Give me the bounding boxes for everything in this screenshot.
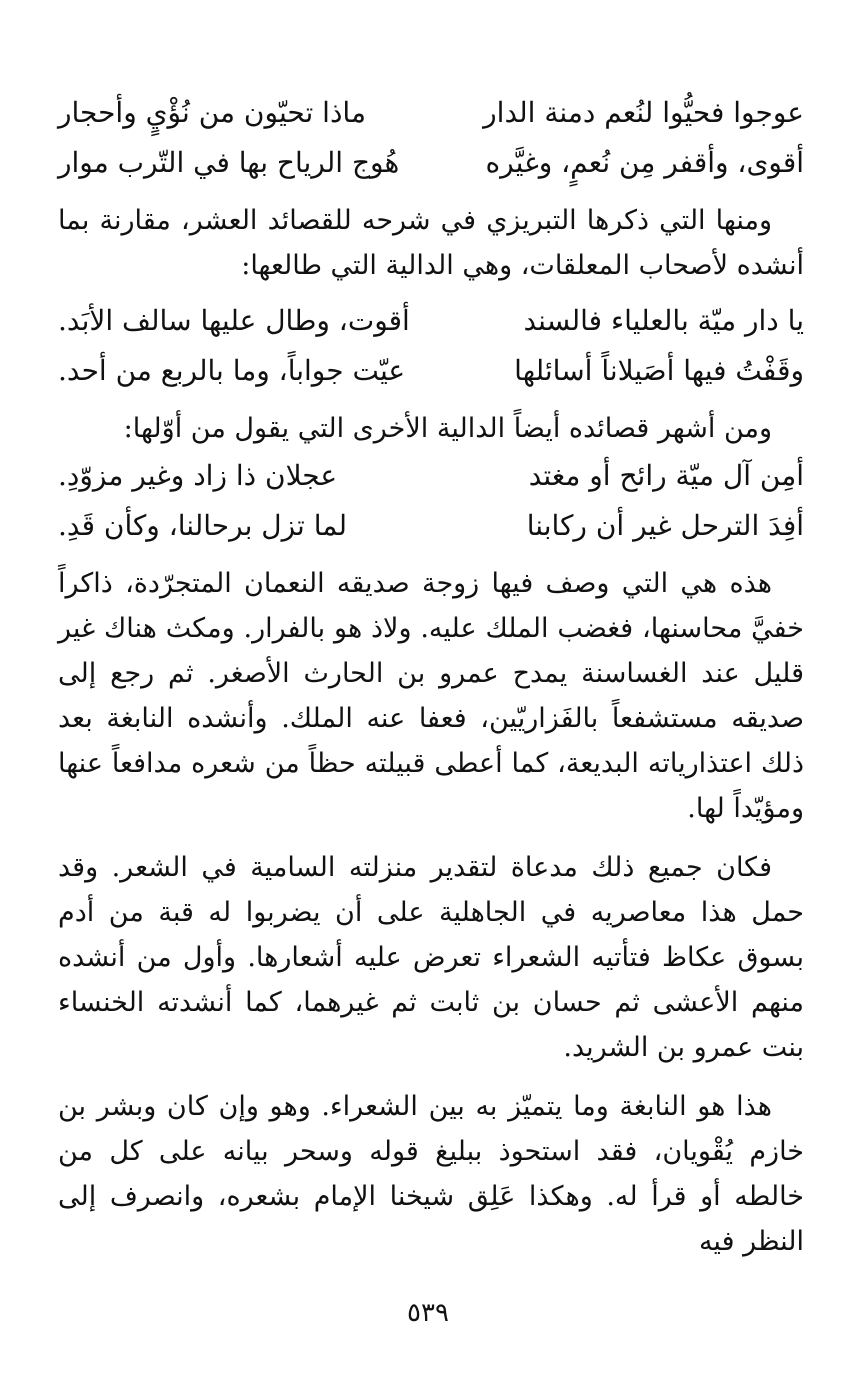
verse-block-2 [58,296,804,396]
page-number: ٥٣٩ [407,1298,449,1328]
verse-first-hemistich: وقَفْتُ فيها أصَيلاناً أسائلها [514,354,804,387]
verse-first-hemistich: أمِن آل ميّة رائح أو مغتد [528,459,804,492]
verse-line [58,501,804,551]
verse-first-hemistich: أقوى، وأقفر مِن نُعمٍ، وغيَّره [485,146,804,179]
verse-second-hemistich: عجلان ذا زاد وغير مزوّدِ. [58,459,338,492]
page-body [58,88,804,1264]
verse-block-3 [58,451,804,551]
verse-second-hemistich: لما تزل برحالنا، وكأن قَدِ. [58,509,347,542]
verse-line [58,346,804,396]
verse-second-hemistich: هُوج الرياح بها في التّرب موار [58,146,400,179]
verse-line [58,138,804,188]
verse-second-hemistich: أقوت، وطال عليها سالف الأبَد. [58,304,410,337]
paragraph-3: هذه هي التي وصف فيها زوجة صديقه النعمان المتجرّدة، ذاكراً خفيَّ محاسنها، فغضب الملك عليه. ولاذ هو بالفرار. ومكث هناك غير قليل عند الغساسنة يمدح عمرو بن الحارث الأصغر. ثم رجع إلى صديقه مستشفعاً بالفَزاريّين، فعفا عنه الملك. وأنشده النابغة بعد ذلك اعتذارياته البديعة، كما أعطى قبيلته حظاً من شعره مدافعاً عنها ومؤيّداً لها. [58,568,804,824]
verse-first-hemistich: أفِدَ الترحل غير أن ركابنا [526,509,804,542]
verse-line [58,88,804,138]
paragraph-2: ومن أشهر قصائده أيضاً الدالية الأخرى التي يقول من أوّلها: [123,413,772,444]
verse-second-hemistich: عيّت جواباً، وما بالربع من أحد. [58,354,406,387]
paragraph-1: ومنها التي ذكرها التبريزي في شرحه للقصائد العشر، مقارنة بما أنشده لأصحاب المعلقات، وهي الدالية التي طالعها: [58,205,804,281]
verse-line [58,451,804,501]
paragraph-4: فكان جميع ذلك مدعاة لتقدير منزلته السامية في الشعر. وقد حمل هذا معاصريه في الجاهلية على أن يضربوا له قبة من أدم بسوق عكاظ فتأتيه الشعراء تعرض عليه أشعارها. وأول من أنشده منهم الأعشى ثم حسان بن ثابت ثم غيرهما، كما أنشدته الخنساء بنت عمرو بن الشريد. [58,852,804,1063]
verse-first-hemistich: عوجوا فحيُّوا لنُعم دمنة الدار [483,96,804,129]
verse-first-hemistich: يا دار ميّة بالعلياء فالسند [523,304,804,337]
paragraph-5: هذا هو النابغة وما يتميّز به بين الشعراء. وهو وإن كان وبشر بن خازم يُقْويان، فقد استحوذ ببليغ قوله وسحر بيانه على كل من خالطه أو قرأ له. وهكذا عَلِق شيخنا الإمام بشعره، وانصرف إلى النظر فيه [58,1091,804,1257]
verse-second-hemistich: ماذا تحيّون من نُؤْيٍ وأحجار [58,96,366,129]
verse-block-1 [58,88,804,188]
verse-line [58,296,804,346]
